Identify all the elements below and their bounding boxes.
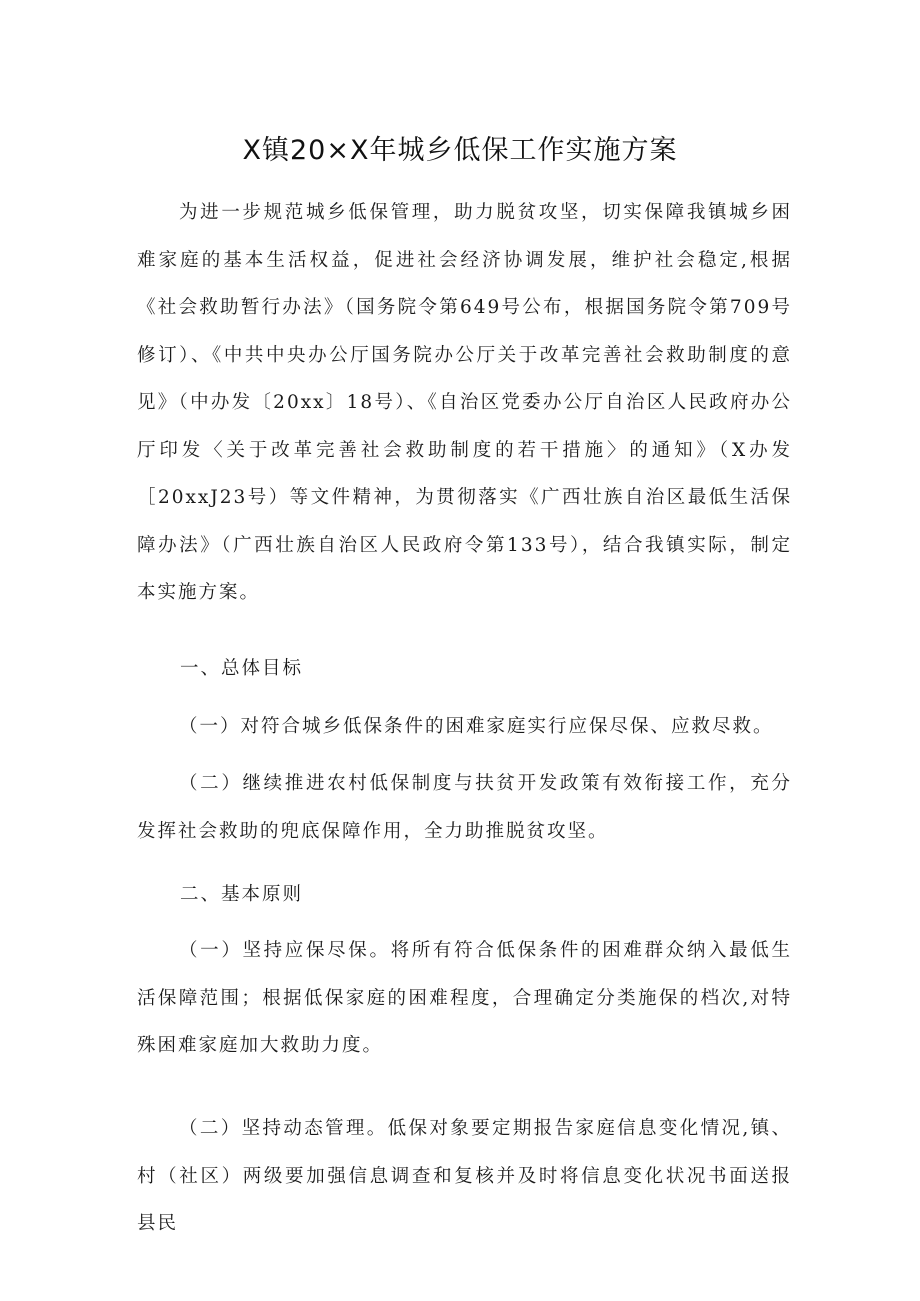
document-title: X镇20×X年城乡低保工作实施方案 <box>242 135 678 166</box>
section2-item-2: （二）坚持动态管理。低保对象要定期报告家庭信息变化情况,镇、村（社区）两级要加强信息调查和复核并及时将信息变化状况书面送报县民 <box>137 1118 792 1234</box>
intro-paragraph: 为进一步规范城乡低保管理，助力脱贫攻坚，切实保障我镇城乡困难家庭的基本生活权益，促进社会经济协调发展，维护社会稳定,根据《社会救助暂行办法》（国务院令第649号公布，根据国务院令第709号修订）、《中共中央办公厅国务院办公厅关于改革完善社会救助制度的意见》（中办发〔20xx〕18号）、《自治区党委办公厅自治区人民政府办公厅印发〈关于改革完善社会救助制度的若干措施〉的通知》（X办发［20xxJ23号）等文件精神，为贯彻落实《广西壮族自治区最低生活保障办法》（广西壮族自治区人民政府令第133号），结合我镇实际，制定本实施方案。 <box>137 202 792 603</box>
section-heading-1: 一、总体目标 <box>180 658 304 679</box>
section1-item-2: （二）继续推进农村低保制度与扶贫开发政策有效衔接工作，充分发挥社会救助的兜底保障作用，全力助推脱贫攻坚。 <box>137 773 792 842</box>
section1-item-1: （一）对符合城乡低保条件的困难家庭实行应保尽保、应救尽救。 <box>179 716 774 737</box>
section-heading-2: 二、基本原则 <box>180 884 304 905</box>
section2-item-1: （一）坚持应保尽保。将所有符合低保条件的困难群众纳入最低生活保障范围；根据低保家庭的困难程度，合理确定分类施保的档次,对特殊困难家庭加大救助力度。 <box>137 940 792 1056</box>
